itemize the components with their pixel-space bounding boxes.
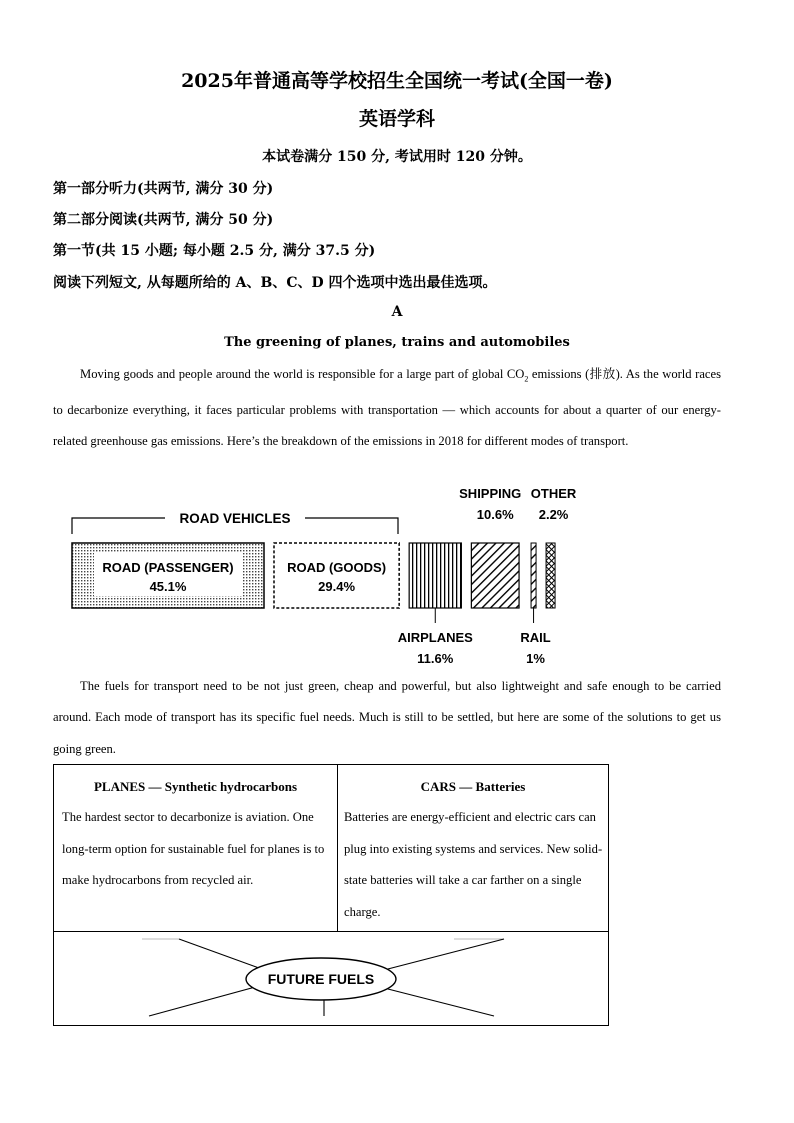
spoke-top-left [179, 939, 259, 968]
future-fuels-diagram [54, 932, 608, 1025]
category-label-road-goods: ROAD (GOODS) [287, 560, 387, 575]
category-label-rail: RAIL [520, 630, 551, 645]
column-divider [337, 765, 338, 932]
future-fuels-label: FUTURE FUELS [267, 971, 375, 987]
value-label-road-passenger: 45.1% [149, 579, 187, 594]
category-label-road-passenger: ROAD (PASSENGER) [102, 560, 234, 575]
paragraph-2: The fuels for transport need to be not just green, cheap and powerful, but also lightweight and safe enough to be carried around. Each mode of transport has its specific fuel needs. Much is still to be settled, but here are some of the solutions to get us going green. [53, 679, 721, 756]
category-label-airplanes: AIRPLANES [397, 630, 473, 645]
spoke-top-right [384, 939, 504, 970]
value-label-airplanes: 11.6% [417, 651, 454, 666]
part2-heading: 第二部分阅读(共两节, 满分 50 分) [53, 212, 274, 228]
spoke-bottom-right [384, 988, 494, 1016]
bar-rail [531, 543, 536, 608]
road-vehicles-bracket [72, 511, 398, 534]
exam-title: 2025年普通高等学校招生全国统一考试(全国一卷) [181, 70, 613, 92]
planes-heading: PLANES — Synthetic hydrocarbons [93, 779, 298, 794]
value-label-other: 2.2% [538, 507, 569, 522]
value-label-shipping: 10.6% [476, 507, 514, 522]
part1-heading: 第一部分听力(共两节, 满分 30 分) [53, 181, 274, 197]
section1-heading: 第一节(共 15 小题; 每小题 2.5 分, 满分 37.5 分) [53, 243, 376, 259]
bar-other [546, 543, 555, 608]
passage-label: A [391, 304, 403, 320]
category-label-other: OTHER [530, 486, 577, 501]
cars-heading: CARS — Batteries [420, 779, 526, 794]
value-label-rail: 1% [526, 651, 545, 666]
passage-title: The greening of planes, trains and automobiles [224, 335, 570, 350]
emissions-chart [0, 478, 794, 668]
exam-info: 本试卷满分 150 分, 考试用时 120 分钟。 [262, 149, 532, 165]
value-label-road-goods: 29.4% [318, 579, 356, 594]
future-fuels-table [53, 764, 609, 1026]
category-label-shipping: SHIPPING [459, 486, 522, 501]
subject-title: 英语学科 [358, 108, 435, 130]
bar-shipping [471, 543, 519, 608]
road-vehicles-label: ROAD VEHICLES [179, 511, 291, 526]
bar-airplanes [409, 543, 461, 608]
paragraph-1: Moving goods and people around the world is responsible for a large part of global $CO_2$ emissions (排放). As the world races to decarbonize everything, it faces particular problems with transportation — which accounts for about a quarter of our energy-related greenhouse gas emissions. Here’s the breakdown of the emissions in 2018 for different modes of transport. [53, 367, 721, 449]
cars-text: Batteries are energy-efficient and electric cars can plug into existing systems and services. New solid-state batteries will take a car farther on a single charge. [344, 810, 603, 919]
planes-text: The hardest sector to decarbonize is aviation. One long-term option for sustainable fuel for planes is to make hydrocarbons from recycled air. [62, 810, 325, 887]
spoke-bottom-left [149, 986, 259, 1016]
instruction-text: 阅读下列短文, 从每题所给的 A、B、C、D 四个选项中选出最佳选项。 [53, 275, 497, 291]
